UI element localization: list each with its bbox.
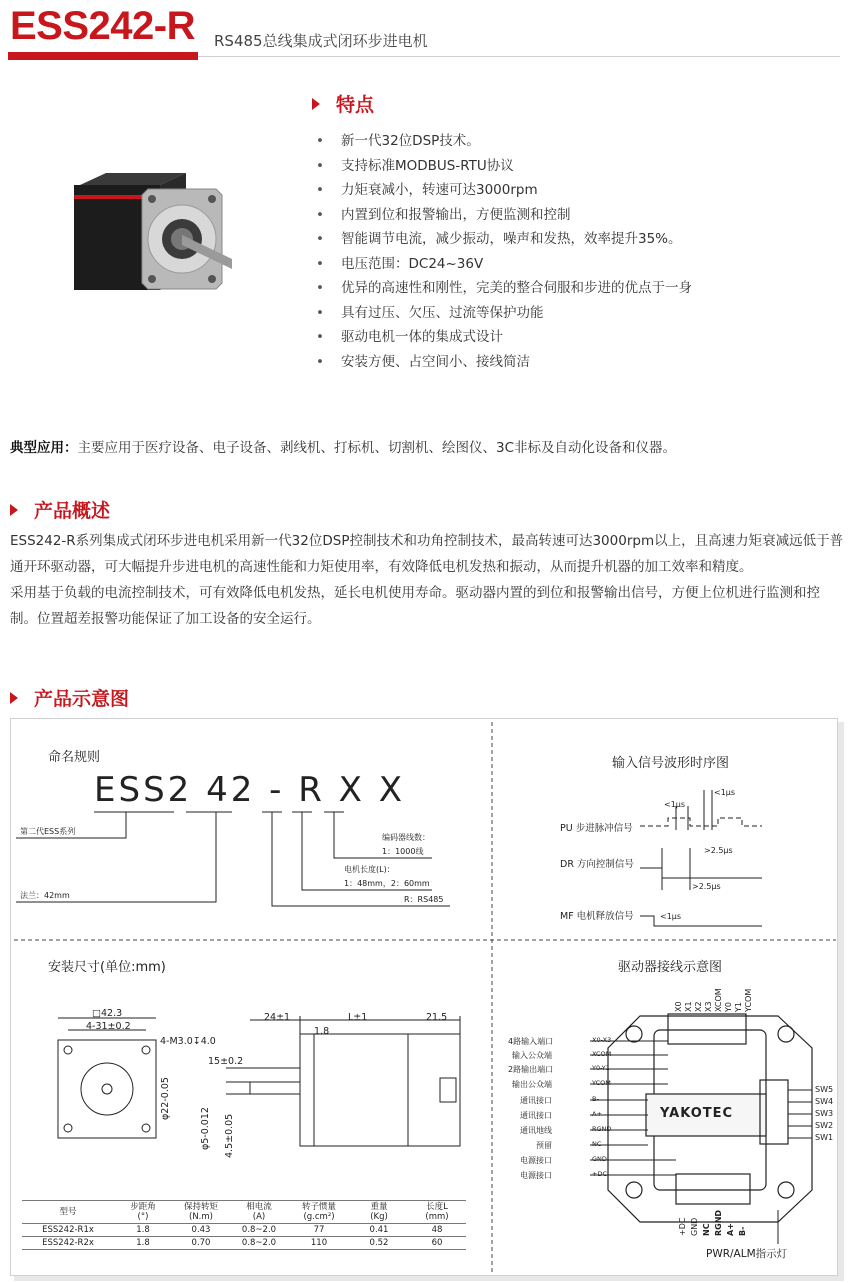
features-title: 特点 — [336, 94, 375, 116]
pin-label: RGND — [592, 1125, 612, 1133]
table-cell: 1.8 — [114, 1224, 172, 1237]
table-row — [22, 1237, 466, 1250]
wiring-label: 通讯地线 — [520, 1126, 552, 1135]
switch-label: SW5 — [815, 1085, 834, 1094]
timing-title: 输入信号波形时序图 — [612, 756, 730, 771]
timing-note: <1μs — [660, 912, 682, 921]
dimensions-title: 安装尺寸(单位:mm) — [48, 960, 166, 975]
feature-item: • 内置到位和报警输出，方便监测和控制 — [312, 203, 832, 228]
top-pin-label: X0 — [674, 1001, 683, 1012]
gen-label: 第二代ESS系列 — [20, 827, 76, 836]
dim-square: □42.3 — [92, 1008, 123, 1019]
timing-mf-label: MF 电机释放信号 — [560, 911, 634, 922]
wiring-label: 4路输入端口 — [508, 1037, 554, 1046]
pin-label: +DC — [592, 1170, 607, 1178]
feature-item: • 新一代32位DSP技术。 — [312, 129, 832, 154]
table-cell: 110 — [288, 1237, 350, 1250]
bottom-pin-label: RGND — [714, 1209, 723, 1236]
pin-label: Y0-Y1 — [592, 1064, 610, 1072]
wiring-label: 输入公众端 — [512, 1051, 552, 1060]
top-pin-label: X3 — [704, 1001, 713, 1012]
pin-label: YCOM — [592, 1079, 611, 1087]
overview-paragraph: 采用基于负载的电流控制技术，可有效降低电机发热，延长电机使用寿命。驱动器内置的到位和报警输出信号，方便上位机进行监测和控制。位置超差报警功能保证了加工设备的安全运行。 — [10, 585, 820, 627]
top-pin-label: Y0 — [724, 1002, 733, 1012]
dim-phi5: φ5-0.012 — [200, 1107, 211, 1150]
dim-l: L±1 — [348, 1012, 368, 1023]
feature-item: • 力矩衰减小，转速可达3000rpm — [312, 178, 832, 203]
table-cell: 60 — [408, 1237, 466, 1250]
application-text: 主要应用于医疗设备、电子设备、剥线机、打标机、切割机、绘图仪、3C非标及自动化设备和仪器。 — [77, 440, 677, 456]
timing-note: <1μs — [714, 788, 736, 797]
wiring-label: 2路输出端口 — [508, 1065, 554, 1074]
table-cell: 1.8 — [114, 1237, 172, 1250]
bottom-pin-label: NC — [702, 1223, 711, 1236]
table-cell: 0.52 — [350, 1237, 408, 1250]
top-pin-label: Y1 — [734, 1002, 743, 1012]
overview-title: 产品概述 — [34, 500, 111, 522]
model-title: ESS242-R — [10, 4, 195, 48]
encoder-value: 1：1000线 — [382, 847, 424, 856]
table-header: 重量 (Kg) — [350, 1201, 408, 1224]
table-cell: 0.43 — [172, 1224, 230, 1237]
timing-note: >2.5μs — [704, 846, 733, 855]
timing-dr-label: DR 方向控制信号 — [560, 859, 634, 870]
bottom-pin-label: GND — [690, 1217, 699, 1236]
bottom-pin-label: B- — [738, 1226, 747, 1236]
pin-label: GND — [592, 1155, 607, 1163]
feature-item: • 智能调节电流，减少振动，噪声和发热，效率提升35%。 — [312, 227, 832, 252]
naming-rule-title: 命名规则 — [48, 750, 101, 765]
length-value: 1：48mm，2：60mm — [344, 879, 430, 888]
table-header: 长度L (mm) — [408, 1201, 466, 1224]
switch-label: SW4 — [815, 1097, 834, 1106]
table-header-row — [22, 1201, 466, 1224]
top-pin-label: X2 — [694, 1001, 703, 1012]
dim-screw: 4-M3.0↧4.0 — [160, 1036, 216, 1047]
feature-item: • 支持标准MODBUS-RTU协议 — [312, 154, 832, 179]
model-subtitle: RS485总线集成式闭环步进电机 — [214, 32, 428, 50]
table-cell: 77 — [288, 1224, 350, 1237]
pin-label: X0-X3 — [592, 1036, 612, 1044]
table-header: 相电流 (A) — [230, 1201, 288, 1224]
pin-label: B- — [592, 1095, 599, 1103]
table-header: 转子惯量 (g.cm²) — [288, 1201, 350, 1224]
table-cell: 0.41 — [350, 1224, 408, 1237]
overview-paragraph: ESS242-R系列集成式闭环步进电机采用新一代32位DSP控制技术和功角控制技术，最高转速可达3000rpm以上，且高速力矩衰减远低于普通开环驱动器，可大幅提升步进电机的高速性能和力矩使用率，有效降低电机发热和振动，从而提升机器的加工效率和精度。 — [10, 533, 844, 575]
dim-hole: 4-31±0.2 — [86, 1021, 131, 1032]
dim-18: 1.8 — [314, 1026, 330, 1037]
timing-note: <1μs — [664, 800, 686, 809]
table-cell: ESS242-R1x — [22, 1224, 114, 1237]
bottom-pin-label: +DC — [678, 1217, 687, 1236]
driver-brand: YAKOTEC — [660, 1106, 734, 1121]
feature-item: • 驱动电机一体的集成式设计 — [312, 325, 832, 350]
flange-label: 法兰：42mm — [20, 891, 70, 900]
switch-label: SW3 — [815, 1109, 834, 1118]
dim-15: 15±0.2 — [208, 1056, 244, 1067]
wiring-label: 电源接口 — [520, 1171, 552, 1180]
bus-label: R：RS485 — [404, 895, 444, 904]
dim-24: 24±1 — [264, 1012, 291, 1023]
dim-45: 4.5±0.05 — [224, 1113, 235, 1158]
wiring-label: 通讯接口 — [520, 1096, 552, 1105]
feature-item: • 安装方便、占空间小、接线简洁 — [312, 350, 832, 375]
feature-item: • 电压范围：DC24~36V — [312, 252, 832, 277]
table-header: 型号 — [22, 1201, 114, 1224]
diagram-title: 产品示意图 — [34, 688, 130, 710]
top-pin-label: XCOM — [714, 988, 723, 1012]
encoder-label: 编码器线数： — [382, 833, 430, 842]
naming-code: ESS2 42 - R X X — [94, 770, 406, 810]
wiring-label: 电源接口 — [520, 1156, 552, 1165]
table-header: 保持转矩 (N.m) — [172, 1201, 230, 1224]
table-cell: 0.8~2.0 — [230, 1237, 288, 1250]
timing-pu-label: PU 步进脉冲信号 — [560, 823, 633, 834]
dim-phi22: φ22-0.05 — [160, 1077, 171, 1120]
wiring-label: 通讯接口 — [520, 1111, 552, 1120]
pin-label: NC — [592, 1140, 602, 1148]
switch-label: SW1 — [815, 1133, 834, 1142]
feature-item: • 优异的高速性和刚性，完美的整合伺服和步进的优点于一身 — [312, 276, 832, 301]
pin-label: XCOM — [592, 1050, 612, 1058]
bottom-pin-label: A+ — [726, 1223, 735, 1236]
dim-215: 21.5 — [426, 1012, 448, 1023]
top-pin-label: X1 — [684, 1001, 693, 1012]
pin-label: A+ — [592, 1110, 602, 1118]
top-pin-label: YCOM — [744, 988, 753, 1012]
wiring-label: 输出公众端 — [512, 1080, 552, 1089]
wiring-title: 驱动器接线示意图 — [618, 960, 723, 975]
timing-note: >2.5μs — [692, 882, 721, 891]
table-cell: 48 — [408, 1224, 466, 1237]
spec-table — [22, 1200, 466, 1250]
table-row — [22, 1224, 466, 1237]
table-cell: 0.8~2.0 — [230, 1224, 288, 1237]
led-label: PWR/ALM指示灯 — [706, 1248, 788, 1260]
table-cell: ESS242-R2x — [22, 1237, 114, 1250]
table-header: 步距角 (°) — [114, 1201, 172, 1224]
table-cell: 0.70 — [172, 1237, 230, 1250]
wiring-label: 预留 — [536, 1141, 552, 1150]
feature-item: • 具有过压、欠压、过流等保护功能 — [312, 301, 832, 326]
application-label: 典型应用： — [10, 440, 78, 456]
switch-label: SW2 — [815, 1121, 834, 1130]
length-label: 电机长度(L)： — [344, 865, 395, 874]
